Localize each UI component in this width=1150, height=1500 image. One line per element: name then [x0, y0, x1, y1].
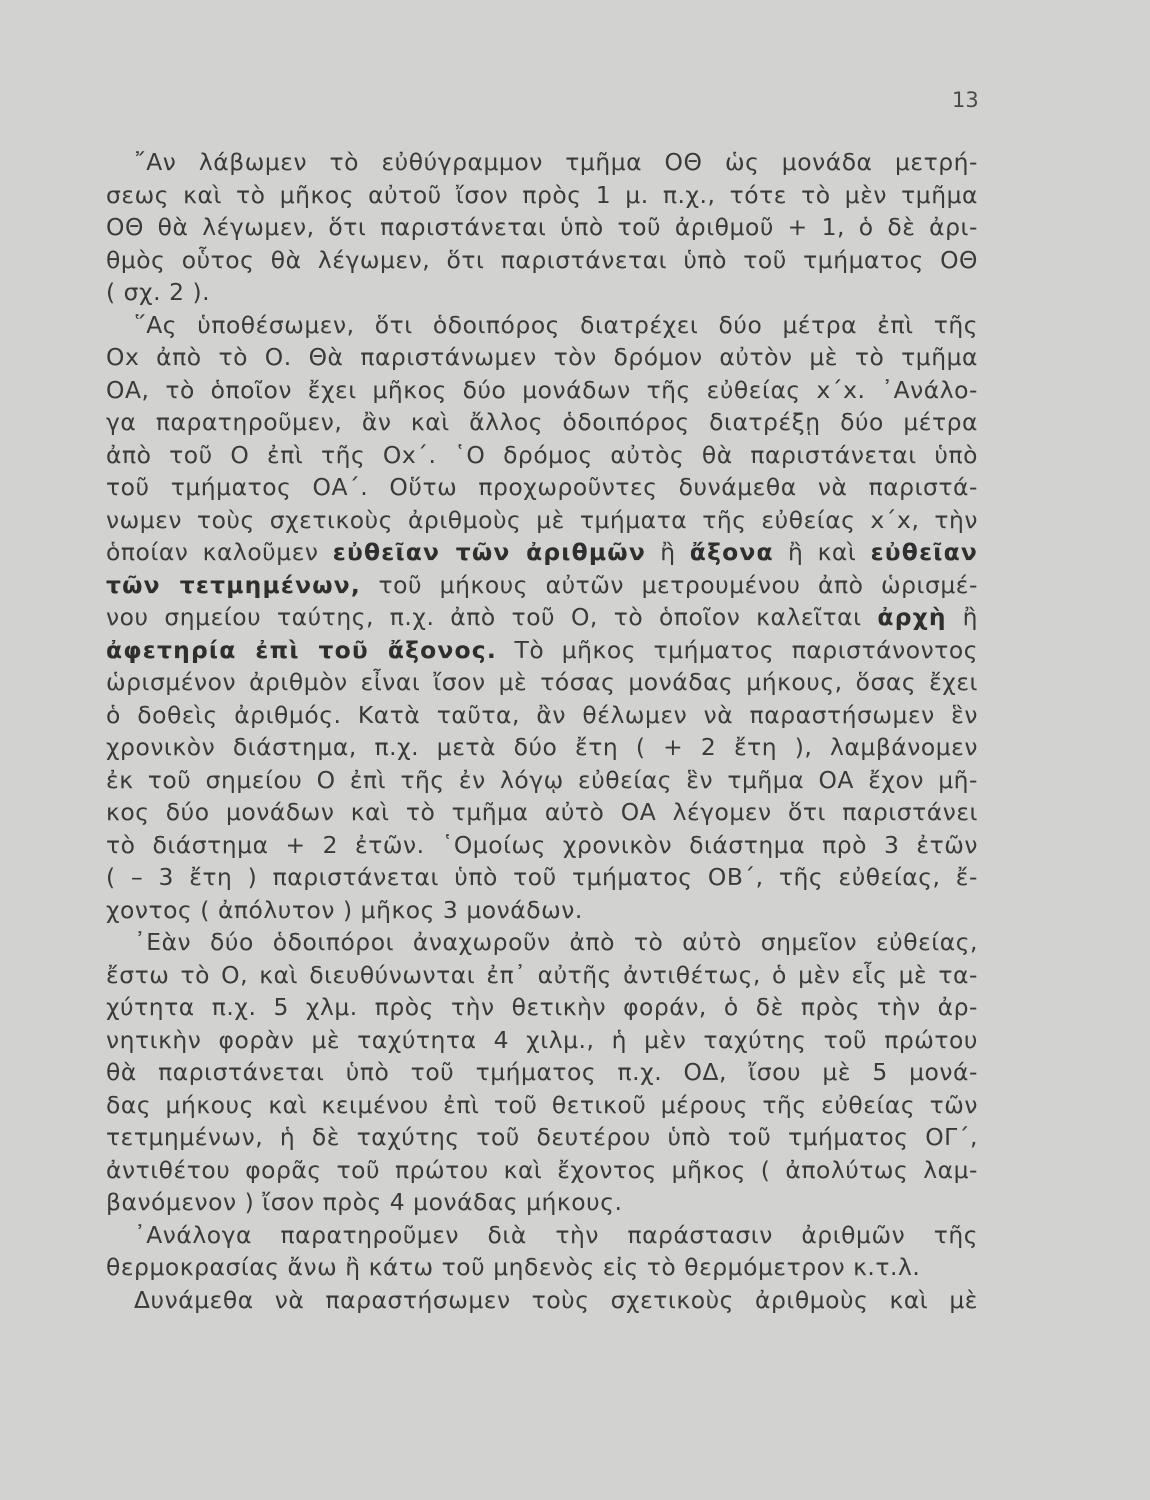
text-run: νου σημείου ταύτης, π.χ. ἀπὸ τοῦ Ο, τὸ ὁποῖον καλεῖται — [106, 603, 878, 631]
bold-term: εὐθεῖαν τῶν ἀριθμῶν — [332, 538, 646, 566]
text-line: χύτητα π.χ. 5 χλμ. πρὸς τὴν θετικὴν φοράν, ὁ δὲ πρὸς τὴν ἀρ- — [106, 993, 978, 1021]
text-line: τοῦ τμήματος ΟΑ΄. Οὕτω προχωροῦντες δυνάμεθα νὰ παριστά- — [106, 473, 978, 501]
text-line: ἀπὸ τοῦ Ο ἐπὶ τῆς Οx΄. ῾Ο δρόμος αὐτὸς θὰ παριστάνεται ὑπὸ — [106, 440, 978, 469]
text-run: τοῦ μήκους αὐτῶν μετρουμένου ἀπὸ ὡρισμέ- — [360, 570, 978, 599]
text-line: ὁ δοθεὶς ἀριθμός. Κατὰ ταῦτα, ἂν θέλωμεν νὰ παραστήσωμεν ἓν — [106, 700, 978, 729]
text-line: ΟΑ, τὸ ὁποῖον ἔχει μῆκος δύο μονάδων τῆς εὐθείας x΄x. ᾿Ανάλο- — [106, 375, 978, 404]
bold-term: εὐθεῖαν — [870, 538, 978, 566]
text-line: χοντος ( ἀπόλυτον ) μῆκος 3 μονάδων. — [106, 895, 583, 924]
text-line — [106, 601, 978, 634]
text-line: θμὸς οὗτος θὰ λέγωμεν, ὅτι παριστάνεται ὑπὸ τοῦ τμήματος ΟΘ — [106, 245, 978, 274]
text-line: τὸ διάστημα + 2 ἐτῶν. ῾Ομοίως χρονικὸν διάστημα πρὸ 3 ἐτῶν — [106, 830, 978, 859]
text-run: ἢ καὶ — [773, 538, 871, 566]
text-line: ( σχ. 2 ). — [106, 278, 211, 306]
text-line: ἐκ τοῦ σημείου Ο ἐπὶ τῆς ἐν λόγῳ εὐθείας ἓν τμῆμα ΟΑ ἔχον μῆ- — [106, 765, 978, 794]
text-line: θὰ παριστάνεται ὑπὸ τοῦ τμήματος π.χ. ΟΔ, ἴσου μὲ 5 μονά- — [106, 1058, 978, 1086]
text-line: κος δύο μονάδων καὶ τὸ τμῆμα αὐτὸ ΟΑ λέγομεν ὅτι παριστάνει — [106, 798, 978, 826]
text-line: νητικὴν φορὰν μὲ ταχύτητα 4 χιλμ., ἡ μὲν ταχύτης τοῦ πρώτου — [106, 1025, 978, 1054]
bold-term: τῶν τετμημένων, — [106, 570, 361, 599]
text-line: σεως καὶ τὸ μῆκος αὐτοῦ ἴσον πρὸς 1 μ. π.χ., τότε τὸ μὲν τμῆμα — [106, 180, 978, 209]
text-run: ἢ — [946, 603, 978, 631]
text-line: Οx ἀπὸ τὸ Ο. Θὰ παριστάνωμεν τὸν δρόμον αὐτὸν μὲ τὸ τμῆμα — [106, 343, 978, 371]
bold-term: ἀφετηρία ἐπὶ τοῦ ἄξονος. — [106, 635, 497, 664]
text-line — [106, 569, 978, 602]
text-line: βανόμενον ) ἴσον πρὸς 4 μονάδας μήκους. — [106, 1188, 623, 1216]
page-number: 13 — [952, 88, 979, 112]
text-line: δας μήκους καὶ κειμένου ἐπὶ τοῦ θετικοῦ μέρους τῆς εὐθείας τῶν — [106, 1090, 978, 1119]
text-line: ᾿Εὰν δύο ὁδοιπόροι ἀναχωροῦν ἀπὸ τὸ αὐτὸ σημεῖον εὐθείας, — [134, 928, 978, 956]
text-line: Δυνάμεθα νὰ παραστήσωμεν τοὺς σχετικοὺς ἀριθμοὺς καὶ μὲ — [134, 1285, 978, 1314]
text-line: ᾿Ανάλογα παρατηροῦμεν διὰ τὴν παράστασιν ἀριθμῶν τῆς — [134, 1220, 978, 1249]
text-line — [106, 634, 978, 667]
text-line: θερμοκρασίας ἄνω ἢ κάτω τοῦ μηδενὸς εἰς τὸ θερμόμετρον κ.τ.λ. — [106, 1253, 921, 1281]
text-run: Τὸ μῆκος τμήματος παριστάνοντος — [496, 635, 978, 664]
text-line — [106, 536, 978, 569]
text-line: ὡρισμένον ἀριθμὸν εἶναι ἴσον μὲ τόσας μονάδας μήκους, ὅσας ἔχει — [106, 668, 978, 696]
text-line: ῞Ας ὑποθέσωμεν, ὅτι ὁδοιπόρος διατρέχει δύο μέτρα ἐπὶ τῆς — [134, 310, 978, 339]
text-line: χρονικὸν διάστημα, π.χ. μετὰ δύο ἔτη ( + 2 ἔτη ), λαμβάνομεν — [106, 733, 978, 761]
body-text — [106, 146, 978, 1316]
text-line: ἀντιθέτου φορᾶς τοῦ πρώτου καὶ ἔχοντος μῆκος ( ἀπολύτως λαμ- — [106, 1155, 978, 1184]
text-line: γα παρατηροῦμεν, ἂν καὶ ἄλλος ὁδοιπόρος διατρέξῃ δύο μέτρα — [106, 408, 978, 436]
text-line: ( – 3 ἔτη ) παριστάνεται ὑπὸ τοῦ τμήματος ΟΒ΄, τῆς εὐθείας, ἔ- — [106, 863, 978, 891]
text-line: ἔστω τὸ Ο, καὶ διευθύνωνται ἐπ᾿ αὐτῆς ἀντιθέτως, ὁ μὲν εἷς μὲ τα- — [106, 960, 978, 989]
text-line: ΟΘ θὰ λέγωμεν, ὅτι παριστάνεται ὑπὸ τοῦ ἀριθμοῦ + 1, ὁ δὲ ἀρι- — [106, 213, 978, 241]
text-line: τετμημένων, ἡ δὲ ταχύτης τοῦ δευτέρου ὑπὸ τοῦ τμήματος ΟΓ΄, — [106, 1123, 978, 1151]
text-run: ἢ — [645, 538, 690, 566]
bold-term: ἄξονα — [689, 538, 774, 566]
text-line: νωμεν τοὺς σχετικοὺς ἀριθμοὺς μὲ τμήματα τῆς εὐθείας x΄x, τὴν — [106, 505, 978, 534]
text-run: ὁποίαν καλοῦμεν — [106, 538, 333, 566]
bold-term: ἀρχὴ — [877, 603, 947, 631]
text-line: ῎Αν λάβωμεν τὸ εὐθύγραμμον τμῆμα ΟΘ ὡς μονάδα μετρή- — [134, 148, 978, 176]
